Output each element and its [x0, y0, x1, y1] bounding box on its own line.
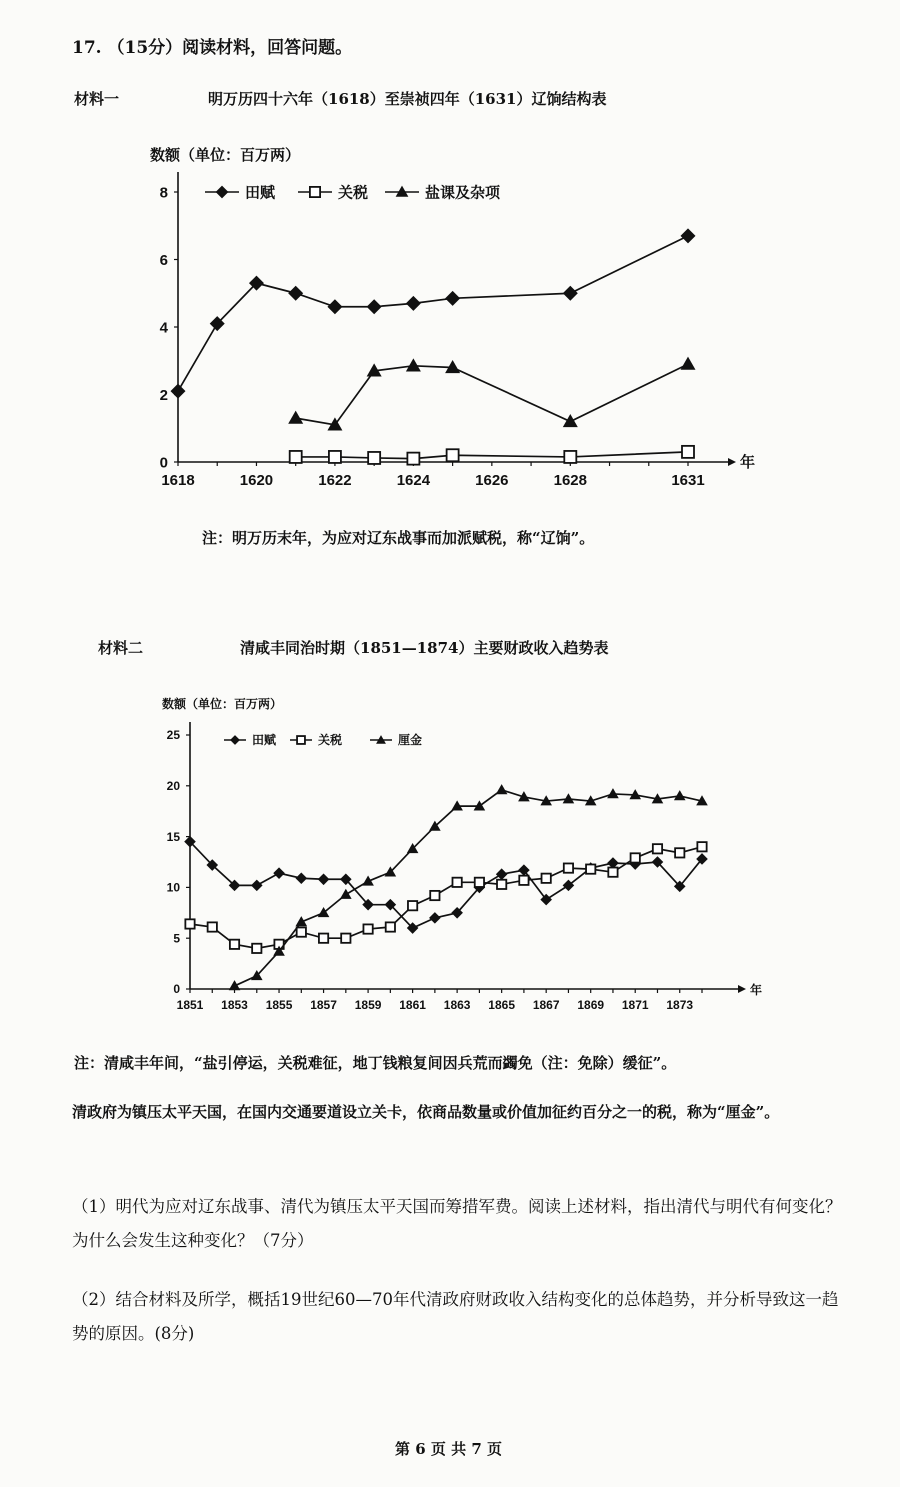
data-point-田赋	[288, 286, 303, 301]
data-point-关税	[631, 853, 640, 862]
data-point-田赋	[406, 296, 421, 311]
legend-marker	[396, 186, 409, 197]
y-tick-label: 15	[166, 829, 180, 844]
data-point-田赋	[249, 276, 264, 291]
x-tick-label: 1869	[577, 998, 605, 1012]
legend-label: 厘金	[398, 733, 423, 748]
x-tick-label: 1857	[310, 998, 337, 1012]
data-point-关税	[208, 922, 217, 931]
data-point-关税	[682, 446, 694, 458]
legend-marker	[230, 735, 240, 745]
data-point-关税	[252, 944, 261, 953]
x-tick-label: 1626	[475, 472, 509, 489]
data-point-田赋	[451, 907, 463, 919]
data-point-田赋	[210, 316, 225, 331]
data-point-田赋	[296, 872, 308, 884]
data-point-田赋	[474, 882, 486, 894]
data-point-关税	[519, 876, 528, 885]
data-point-厘金	[629, 789, 641, 799]
series-line-关税	[296, 452, 688, 459]
x-tick-label: 1628	[553, 472, 587, 489]
data-point-厘金	[607, 788, 619, 798]
material2-note2: 清政府为镇压太平天国，在国内交通要道设立关卡，依商品数量或价值加征约百分之一的税，称为“厘金”。	[72, 1103, 780, 1121]
data-point-田赋	[340, 873, 352, 885]
legend-label: 盐课及杂项	[425, 184, 501, 202]
data-point-关税	[430, 891, 439, 900]
data-point-厘金	[652, 793, 664, 803]
data-point-田赋	[385, 899, 397, 911]
data-point-关税	[497, 880, 506, 889]
x-tick-label: 1861	[399, 998, 426, 1012]
x-tick-label: 1618	[161, 472, 195, 489]
data-point-田赋	[171, 384, 186, 399]
data-point-田赋	[585, 862, 597, 874]
data-point-盐课及杂项	[681, 357, 696, 370]
data-point-厘金	[362, 876, 374, 886]
data-point-关税	[408, 901, 417, 910]
data-point-厘金	[563, 793, 575, 803]
data-point-厘金	[540, 795, 552, 805]
data-point-关税	[230, 940, 239, 949]
series-line-田赋	[178, 236, 688, 391]
data-point-厘金	[407, 843, 419, 853]
data-point-关税	[447, 449, 459, 461]
x-tick-label: 1631	[671, 472, 705, 489]
data-point-田赋	[229, 880, 241, 892]
data-point-关税	[564, 863, 573, 872]
data-point-关税	[564, 451, 576, 463]
data-point-田赋	[445, 291, 460, 306]
x-axis-label: 年	[750, 983, 763, 997]
legend-marker	[376, 735, 386, 744]
data-point-关税	[319, 934, 328, 943]
x-tick-label: 1867	[532, 998, 560, 1012]
data-point-厘金	[496, 784, 508, 794]
series-line-关税	[190, 847, 702, 949]
data-point-盐课及杂项	[406, 358, 421, 371]
y-tick-label: 0	[173, 982, 180, 997]
legend-label: 田赋	[245, 184, 276, 202]
data-point-关税	[407, 453, 419, 465]
data-point-关税	[341, 934, 350, 943]
data-point-关税	[274, 940, 283, 949]
y-axis-label: 数额（单位：百万两）	[150, 147, 301, 164]
x-tick-label: 1624	[396, 472, 431, 489]
legend-label: 田赋	[252, 733, 277, 748]
data-point-厘金	[318, 907, 330, 917]
data-point-田赋	[629, 858, 641, 870]
y-tick-label: 10	[166, 880, 180, 895]
data-point-厘金	[251, 970, 263, 980]
series-line-厘金	[235, 790, 702, 986]
data-point-田赋	[674, 881, 686, 893]
legend-label: 关税	[338, 184, 369, 202]
question-2: （2）结合材料及所学，概括19世纪60—70年代清政府财政收入结构变化的总体趋势，并分析导致这一趋势的原因。(8分)	[72, 1290, 839, 1343]
data-point-田赋	[681, 228, 696, 243]
material1-title: 明万历四十六年（1618）至崇祯四年（1631）辽饷结构表	[208, 90, 607, 108]
data-point-田赋	[696, 853, 708, 865]
data-point-田赋	[251, 880, 263, 892]
y-tick-label: 20	[166, 779, 180, 793]
data-point-厘金	[474, 800, 486, 810]
data-point-关税	[386, 922, 395, 931]
question-header: 17. （15分）阅读材料，回答问题。	[72, 38, 353, 58]
data-point-田赋	[407, 922, 419, 934]
x-tick-label: 1859	[354, 998, 382, 1012]
x-axis-label: 年	[740, 454, 756, 471]
data-point-厘金	[696, 795, 708, 805]
x-tick-label: 1620	[239, 472, 274, 489]
data-point-田赋	[367, 299, 382, 314]
y-tick-label: 5	[173, 931, 180, 946]
y-tick-label: 0	[159, 454, 168, 472]
data-point-关税	[697, 842, 706, 851]
data-point-田赋	[652, 856, 664, 868]
x-axis-arrow	[728, 458, 736, 466]
data-point-田赋	[607, 857, 619, 869]
data-point-田赋	[429, 912, 441, 924]
data-point-关税	[363, 924, 372, 933]
data-point-关税	[368, 452, 380, 464]
data-point-田赋	[318, 873, 330, 885]
material2-title: 清咸丰同治时期（1851—1874）主要财政收入趋势表	[240, 639, 609, 657]
y-tick-label: 4	[159, 319, 168, 337]
y-tick-label: 6	[159, 251, 168, 269]
y-tick-label: 25	[166, 728, 180, 743]
x-tick-label: 1873	[666, 998, 694, 1012]
data-point-田赋	[563, 286, 578, 301]
data-point-田赋	[540, 894, 552, 906]
data-point-关税	[608, 868, 617, 877]
data-point-田赋	[184, 836, 196, 848]
question-1: （1）明代为应对辽东战事、清代为镇压太平天国而筹措军费。阅读上述材料，指出清代与明代有何变化？为什么会发生这种变化？（7分）	[72, 1197, 842, 1250]
x-tick-label: 1855	[265, 998, 293, 1012]
x-tick-label: 1863	[443, 998, 471, 1012]
data-point-关税	[475, 878, 484, 887]
material1-note: 注：明万历末年，为应对辽东战事而加派赋税，称“辽饷”。	[202, 529, 595, 547]
data-point-厘金	[385, 866, 397, 876]
data-point-关税	[542, 874, 551, 883]
y-tick-label: 2	[159, 386, 168, 404]
x-tick-label: 1865	[488, 998, 516, 1012]
data-point-关税	[653, 844, 662, 853]
y-axis-label: 数额（单位：百万两）	[162, 697, 283, 711]
data-point-厘金	[229, 980, 241, 990]
data-point-盐课及杂项	[445, 360, 460, 373]
data-point-盐课及杂项	[327, 417, 342, 430]
series-line-盐课及杂项	[296, 364, 688, 425]
legend-marker	[216, 186, 229, 199]
data-point-关税	[297, 927, 306, 936]
material2-note1: 注：清咸丰年间，“盐引停运，关税难征，地丁钱粮复间因兵荒而蠲免（注：免除）缓征”。	[74, 1054, 677, 1072]
data-point-田赋	[273, 867, 285, 879]
data-point-关税	[290, 451, 302, 463]
data-point-厘金	[674, 790, 686, 800]
x-axis-arrow	[738, 985, 746, 993]
page-footer: 第 6 页 共 7 页	[395, 1440, 502, 1458]
legend-label: 关税	[318, 733, 343, 748]
data-point-盐课及杂项	[367, 363, 382, 376]
data-point-厘金	[518, 791, 530, 801]
data-point-关税	[675, 848, 684, 857]
x-tick-label: 1851	[176, 998, 204, 1012]
data-point-厘金	[273, 946, 285, 956]
y-tick-label: 8	[159, 184, 168, 202]
series-line-田赋	[190, 842, 702, 928]
legend-marker	[310, 187, 320, 197]
data-point-盐课及杂项	[563, 414, 578, 427]
data-point-田赋	[518, 864, 530, 876]
data-point-厘金	[429, 821, 441, 831]
legend-marker	[297, 736, 305, 744]
data-point-盐课及杂项	[288, 411, 303, 424]
data-point-厘金	[451, 800, 463, 810]
data-point-田赋	[496, 868, 508, 880]
data-point-关税	[586, 864, 595, 873]
x-tick-label: 1871	[621, 998, 649, 1012]
material2-label: 材料二	[98, 639, 144, 657]
data-point-厘金	[340, 889, 352, 899]
x-tick-label: 1853	[221, 998, 248, 1012]
data-point-关税	[329, 451, 341, 463]
data-point-关税	[185, 919, 194, 928]
x-tick-label: 1622	[318, 472, 352, 489]
material1-label: 材料一	[74, 90, 120, 108]
data-point-厘金	[585, 795, 597, 805]
data-point-关税	[452, 878, 461, 887]
data-point-田赋	[327, 299, 342, 314]
data-point-田赋	[206, 859, 218, 871]
data-point-厘金	[296, 916, 308, 926]
data-point-田赋	[362, 899, 374, 911]
data-point-田赋	[563, 880, 575, 892]
